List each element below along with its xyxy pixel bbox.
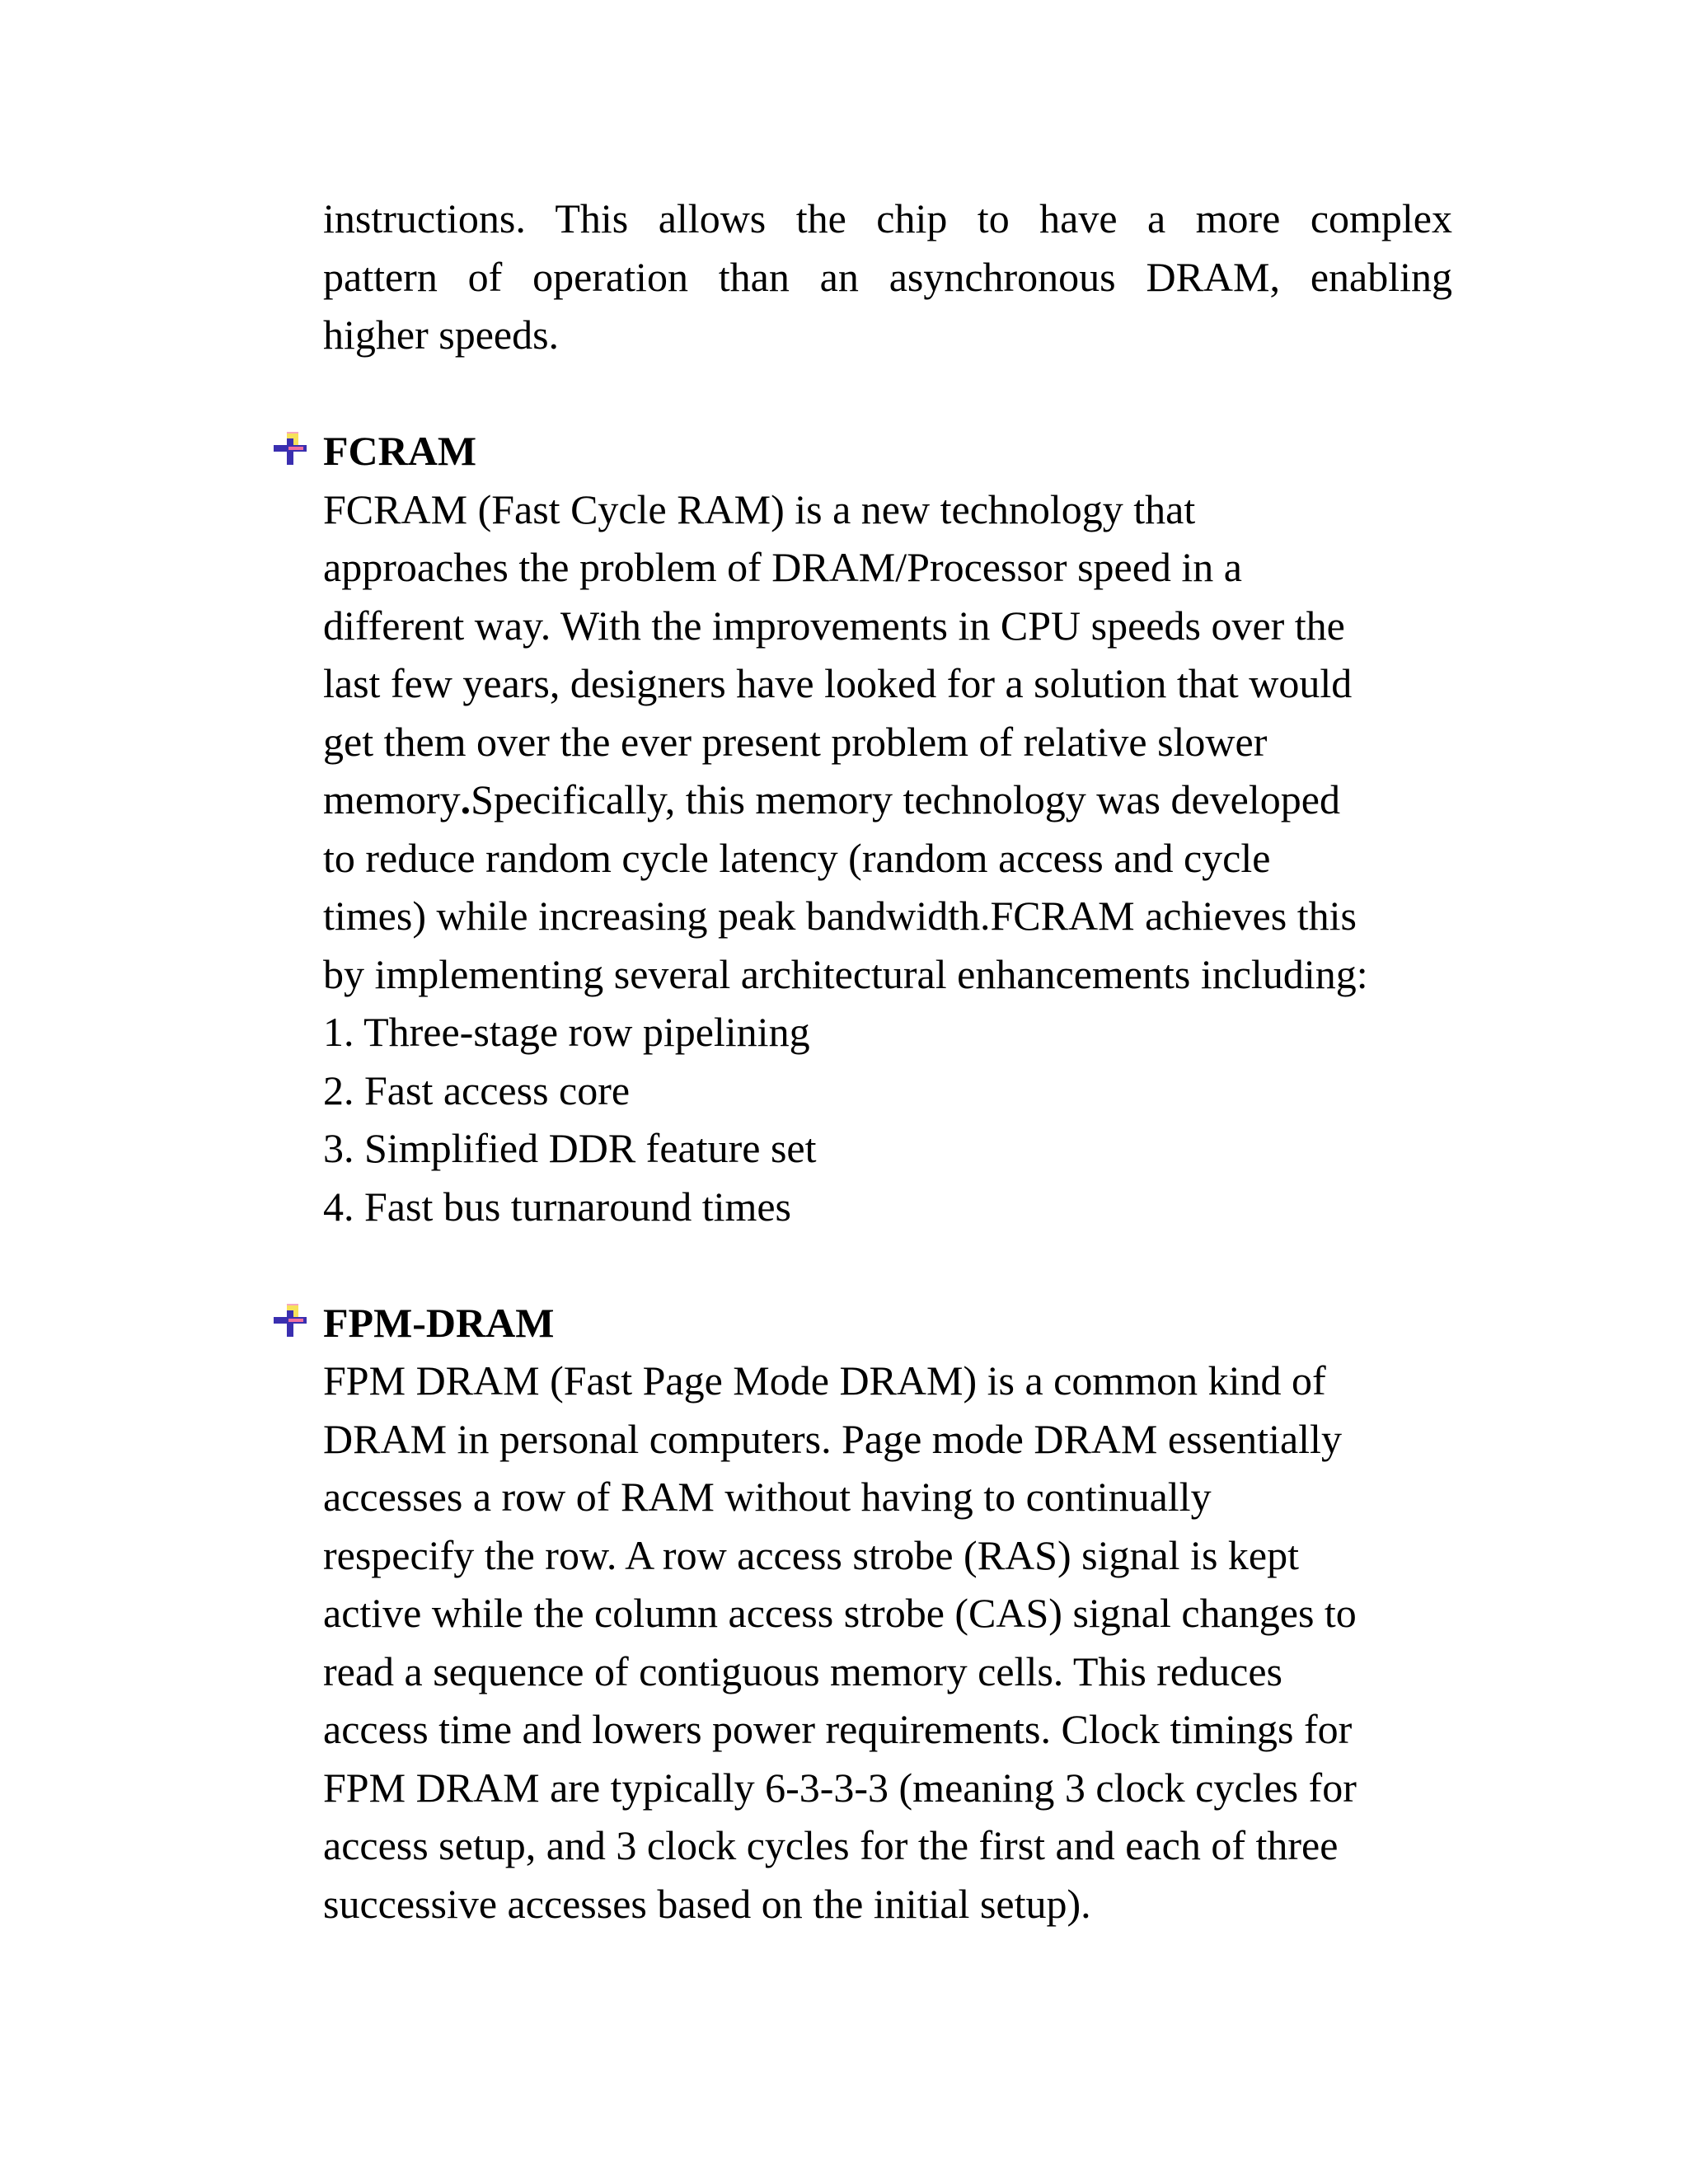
- intro-paragraph: [323, 190, 1452, 364]
- fpm-section: [323, 1294, 1452, 1933]
- fcram-list-item: 3. Simplified DDR feature set: [323, 1125, 817, 1171]
- document-body: [323, 190, 1452, 1933]
- fcram-line: to reduce random cycle latency (random access and cycle: [323, 834, 1271, 881]
- fpm-line: respecify the row. A row access strobe (RAS) signal is kept: [323, 1531, 1299, 1578]
- fcram-line-part: Specifically, this memory technology was developed: [471, 776, 1340, 823]
- fpm-line: accesses a row of RAM without having to continually: [323, 1474, 1212, 1520]
- fcram-line: get them over the ever present problem of relative slower: [323, 718, 1268, 765]
- fpm-title: FPM-DRAM: [323, 1299, 555, 1346]
- fcram-line: by implementing several architectural enhancements including:: [323, 950, 1368, 997]
- fpm-line: active while the column access strobe (CAS) signal changes to: [323, 1590, 1357, 1636]
- fcram-line-part: memory: [323, 776, 461, 823]
- intro-line: pattern of operation than an asynchronous DRAM, enabling: [323, 253, 1452, 300]
- fcram-line: approaches the problem of DRAM/Processor speed in a: [323, 544, 1242, 590]
- fcram-list-item: 4. Fast bus turnaround times: [323, 1183, 792, 1230]
- fcram-line: FCRAM (Fast Cycle RAM) is a new technology that: [323, 485, 1196, 532]
- fpm-line: read a sequence of contiguous memory cells. This reduces: [323, 1647, 1282, 1694]
- bullet-cross-icon: [272, 430, 308, 466]
- fcram-list-item: 1. Three-stage row pipelining: [323, 1009, 810, 1055]
- fpm-line: access time and lowers power requirements. Clock timings for: [323, 1706, 1353, 1752]
- bullet-cross-icon: [272, 1302, 308, 1338]
- intro-line: instructions. This allows the chip to have a more complex: [323, 195, 1452, 241]
- paragraph-gap: [323, 1235, 1452, 1294]
- fcram-bold-period: .: [460, 776, 471, 823]
- fcram-line: last few years, designers have looked for a solution that would: [323, 660, 1353, 706]
- paragraph-gap: [323, 364, 1452, 423]
- fpm-line: access setup, and 3 clock cycles for the first and each of three: [323, 1822, 1339, 1868]
- intro-line: higher speeds.: [323, 312, 560, 358]
- fcram-line: [323, 771, 1452, 829]
- fcram-list-item: 2. Fast access core: [323, 1066, 631, 1113]
- fpm-line: FPM DRAM are typically 6-3-3-3 (meaning 3 clock cycles for: [323, 1764, 1357, 1811]
- fpm-line: successive accesses based on the initial setup).: [323, 1880, 1091, 1927]
- fcram-title: FCRAM: [323, 428, 477, 474]
- fpm-line: DRAM in personal computers. Page mode DRAM essentially: [323, 1415, 1342, 1462]
- fcram-line: different way. With the improvements in CPU speeds over the: [323, 602, 1345, 649]
- fcram-heading-row: [323, 422, 1452, 480]
- fpm-line: FPM DRAM (Fast Page Mode DRAM) is a common kind of: [323, 1357, 1326, 1404]
- fpm-heading-row: [323, 1294, 1452, 1352]
- fcram-line: times) while increasing peak bandwidth.FCRAM achieves this: [323, 893, 1357, 939]
- fcram-section: [323, 422, 1452, 1235]
